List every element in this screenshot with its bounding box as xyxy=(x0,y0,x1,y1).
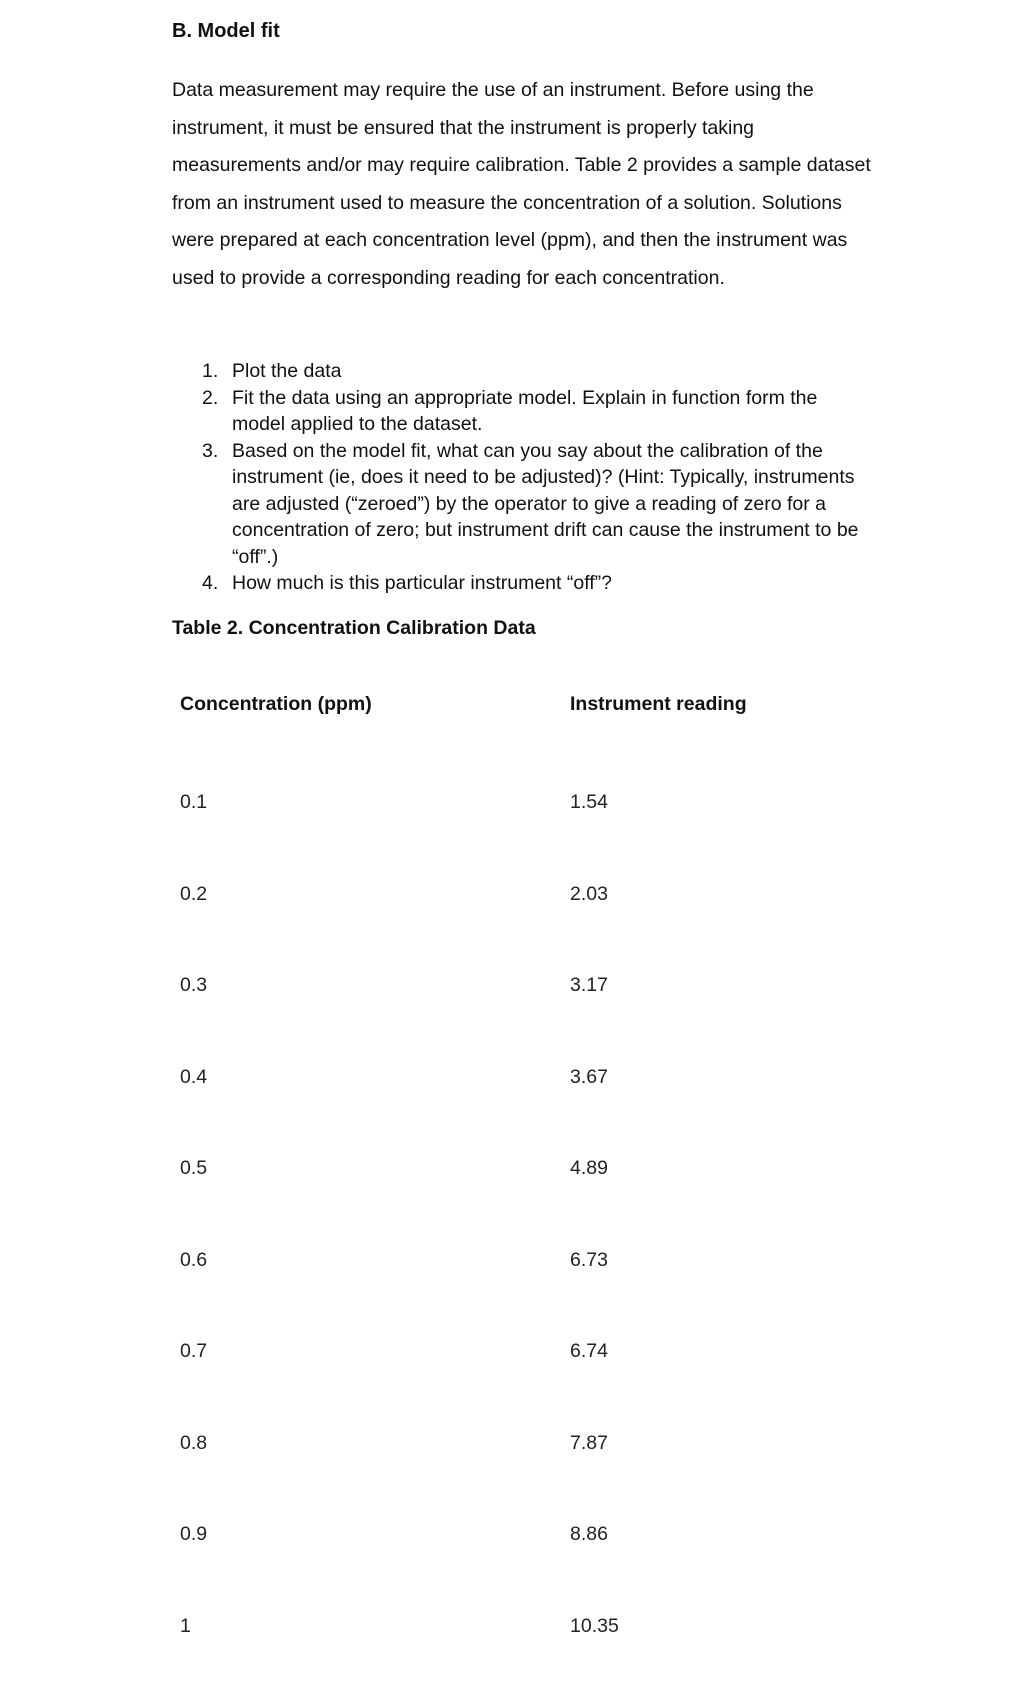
table-row xyxy=(180,1249,880,1341)
reading-cell: 6.74 xyxy=(570,1340,880,1432)
header-concentration: Concentration (ppm) xyxy=(180,693,570,733)
question-text: Based on the model fit, what can you say about the calibration of the instrument (ie, does it need to be adjusted)? (Hint: Typically, instruments are adjusted (“zeroed”) by the operator to give a reading of zero for a concentration of zero; but instrument drift can cause the instrument to be “off”.) xyxy=(232,440,859,568)
intro-paragraph: Data measurement may require the use of an instrument. Before using the instrument, it must be ensured that the instrument is properly taking measurements and/or may require calibration. Table 2 provides a sample dataset from an instrument used to measure the concentration of a solution. Solutions were prepared at each concentration level (ppm), and then the instrument was used to provide a corresponding reading for each concentration. xyxy=(172,72,872,297)
reading-cell: 2.03 xyxy=(570,883,880,975)
header-instrument-reading: Instrument reading xyxy=(570,693,880,733)
table-row xyxy=(180,1066,880,1158)
concentration-cell: 0.1 xyxy=(180,791,570,883)
table-row xyxy=(180,791,880,883)
question-item xyxy=(172,358,872,385)
concentration-cell: 0.2 xyxy=(180,883,570,975)
reading-cell: 1.54 xyxy=(570,791,880,883)
question-text: Plot the data xyxy=(232,360,342,382)
section-title: B. Model fit xyxy=(172,20,280,43)
question-number: 2. xyxy=(202,385,218,412)
table-row xyxy=(180,1340,880,1432)
concentration-cell: 0.7 xyxy=(180,1340,570,1432)
question-item xyxy=(172,570,872,597)
table-row xyxy=(180,1157,880,1249)
table-header-row xyxy=(180,693,880,733)
question-text: How much is this particular instrument “off”? xyxy=(232,572,612,594)
question-number: 3. xyxy=(202,438,218,465)
reading-cell: 3.67 xyxy=(570,1066,880,1158)
concentration-cell: 0.8 xyxy=(180,1432,570,1524)
concentration-cell: 0.4 xyxy=(180,1066,570,1158)
concentration-cell: 0.5 xyxy=(180,1157,570,1249)
table-row xyxy=(180,1432,880,1524)
concentration-cell: 0.9 xyxy=(180,1523,570,1615)
concentration-cell: 0.3 xyxy=(180,974,570,1066)
table-spacer xyxy=(180,733,880,791)
concentration-cell: 1 xyxy=(180,1615,570,1706)
reading-cell: 7.87 xyxy=(570,1432,880,1524)
reading-cell: 3.17 xyxy=(570,974,880,1066)
question-item xyxy=(172,385,872,438)
reading-cell: 10.35 xyxy=(570,1615,880,1706)
reading-cell: 6.73 xyxy=(570,1249,880,1341)
calibration-table xyxy=(180,693,880,1706)
table-caption: Table 2. Concentration Calibration Data xyxy=(172,617,536,640)
question-number: 1. xyxy=(202,358,218,385)
question-text: Fit the data using an appropriate model. Explain in function form the model applied to the dataset. xyxy=(232,387,817,436)
question-list xyxy=(172,358,872,597)
question-number: 4. xyxy=(202,570,218,597)
question-item xyxy=(172,438,872,571)
reading-cell: 8.86 xyxy=(570,1523,880,1615)
table-row xyxy=(180,1523,880,1615)
concentration-cell: 0.6 xyxy=(180,1249,570,1341)
reading-cell: 4.89 xyxy=(570,1157,880,1249)
table-row xyxy=(180,1615,880,1706)
table-row xyxy=(180,974,880,1066)
table-row xyxy=(180,883,880,975)
